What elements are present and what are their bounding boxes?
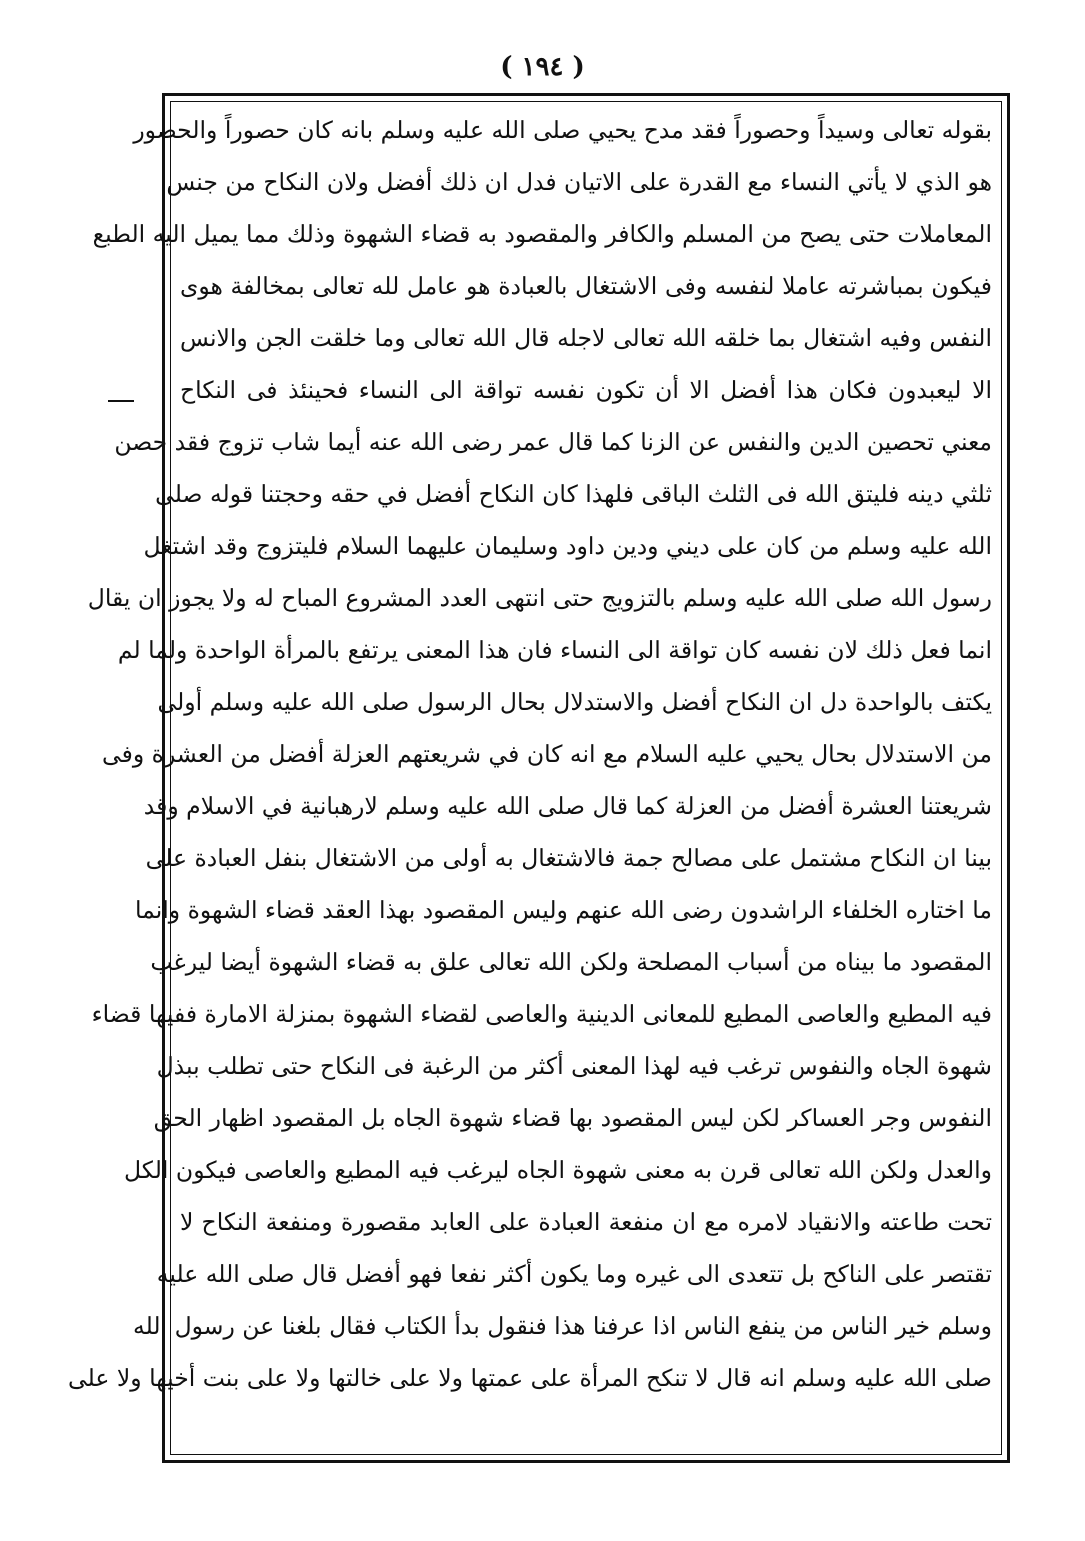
text-line: النفس وفيه اشتغال بما خلقه الله تعالى لاجله قال الله تعالى وما خلقت الجن والانس <box>180 324 992 352</box>
text-line: رسول الله صلى الله عليه وسلم بالتزويج حتى انتهى العدد المشروع المباح له ولا يجوز ان يقال <box>87 584 992 612</box>
text-line: تقتصر على الناكح بل تتعدى الى غيره وما يكون أكثر نفعا فهو أفضل قال صلى الله عليه <box>156 1260 992 1288</box>
text-line: والعدل ولكن الله تعالى قرن به معنى شهوة الجاه ليرغب فيه المطيع والعاصى فيكون الكل <box>124 1156 992 1184</box>
page-number: ( ١٩٤ ) <box>500 52 585 82</box>
text-line: وسلم خير الناس من ينفع الناس اذا عرفنا هذا فنقول بدأ الكتاب فقال بلغنا عن رسول الله <box>133 1312 992 1340</box>
text-line: الا ليعبدون فكان هذا أفضل الا أن تكون نفسه تواقة الى النساء فحينئذ فى النكاح <box>180 376 992 404</box>
text-line: تحت طاعته والانقياد لامره مع ان منفعة العبادة على العابد مقصورة ومنفعة النكاح لا <box>180 1208 992 1236</box>
text-line: يكتف بالواحدة دل ان النكاح أفضل والاستدلال بحال الرسول صلى الله عليه وسلم أولى <box>157 688 992 716</box>
text-line: بينا ان النكاح مشتمل على مصالح جمة فالاشتغال به أولى من الاشتغال بنفل العبادة على <box>145 844 992 872</box>
text-line: الله عليه وسلم من كان على ديني ودين داود وسليمان عليهما السلام فليتزوج وقد اشتغل <box>143 532 992 560</box>
text-line: فيكون بمباشرته عاملا لنفسه وفى الاشتغال بالعبادة هو عامل لله تعالى بمخالفة هوى <box>180 272 992 300</box>
text-line: صلى الله عليه وسلم انه قال لا تنكح المرأة على عمتها ولا على خالتها ولا على بنت أخيها ولا على <box>68 1364 992 1392</box>
margin-mark <box>108 400 134 402</box>
text-line: المعاملات حتى يصح من المسلم والكافر والمقصود به قضاء الشهوة وذلك مما يميل اليه الطبع <box>92 220 992 248</box>
text-line: هو الذي لا يأتي النساء مع القدرة على الاتيان فدل ان ذلك أفضل ولان النكاح من جنس <box>166 168 992 196</box>
text-line: من الاستدلال بحال يحيي عليه السلام مع انه كان في شريعتهم العزلة أفضل من العشرة وفى <box>102 740 992 768</box>
text-line: ما اختاره الخلفاء الراشدون رضى الله عنهم وليس المقصود بهذا العقد قضاء الشهوة وانما <box>134 896 992 924</box>
text-line: شهوة الجاه والنفوس ترغب فيه لهذا المعنى أكثر من الرغبة فى النكاح حتى تطلب ببذل <box>156 1052 992 1080</box>
text-line: معني تحصين الدين والنفس عن الزنا كما قال عمر رضى الله عنه أيما شاب تزوج فقد حصن <box>114 428 992 456</box>
text-line: النفوس وجر العساكر لكن ليس المقصود بها قضاء شهوة الجاه بل المقصود اظهار الحق <box>153 1104 992 1132</box>
text-line: شريعتنا العشرة أفضل من العزلة كما قال صلى الله عليه وسلم لارهبانية في الاسلام وقد <box>143 792 992 820</box>
text-line: انما فعل ذلك لان نفسه كان تواقة الى النساء فان هذا المعنى يرتفع بالمرأة الواحدة ولما لم <box>117 636 992 664</box>
text-line: المقصود ما بيناه من أسباب المصلحة ولكن الله تعالى علق به قضاء الشهوة أيضا ليرغب <box>150 948 992 976</box>
text-line: فيه المطيع والعاصى المطيع للمعانى الدينية والعاصى لقضاء الشهوة بمنزلة الامارة ففيها قضاء <box>91 1000 992 1028</box>
text-line: ثلثي دينه فليتق الله فى الثلث الباقى فلهذا كان النكاح أفضل في حقه وحجتنا قوله صلى <box>155 480 992 508</box>
text-line: بقوله تعالى وسيداً وحصوراً فقد مدح يحيي صلى الله عليه وسلم بانه كان حصوراً والحصور <box>133 116 992 144</box>
text-body <box>68 104 992 1404</box>
